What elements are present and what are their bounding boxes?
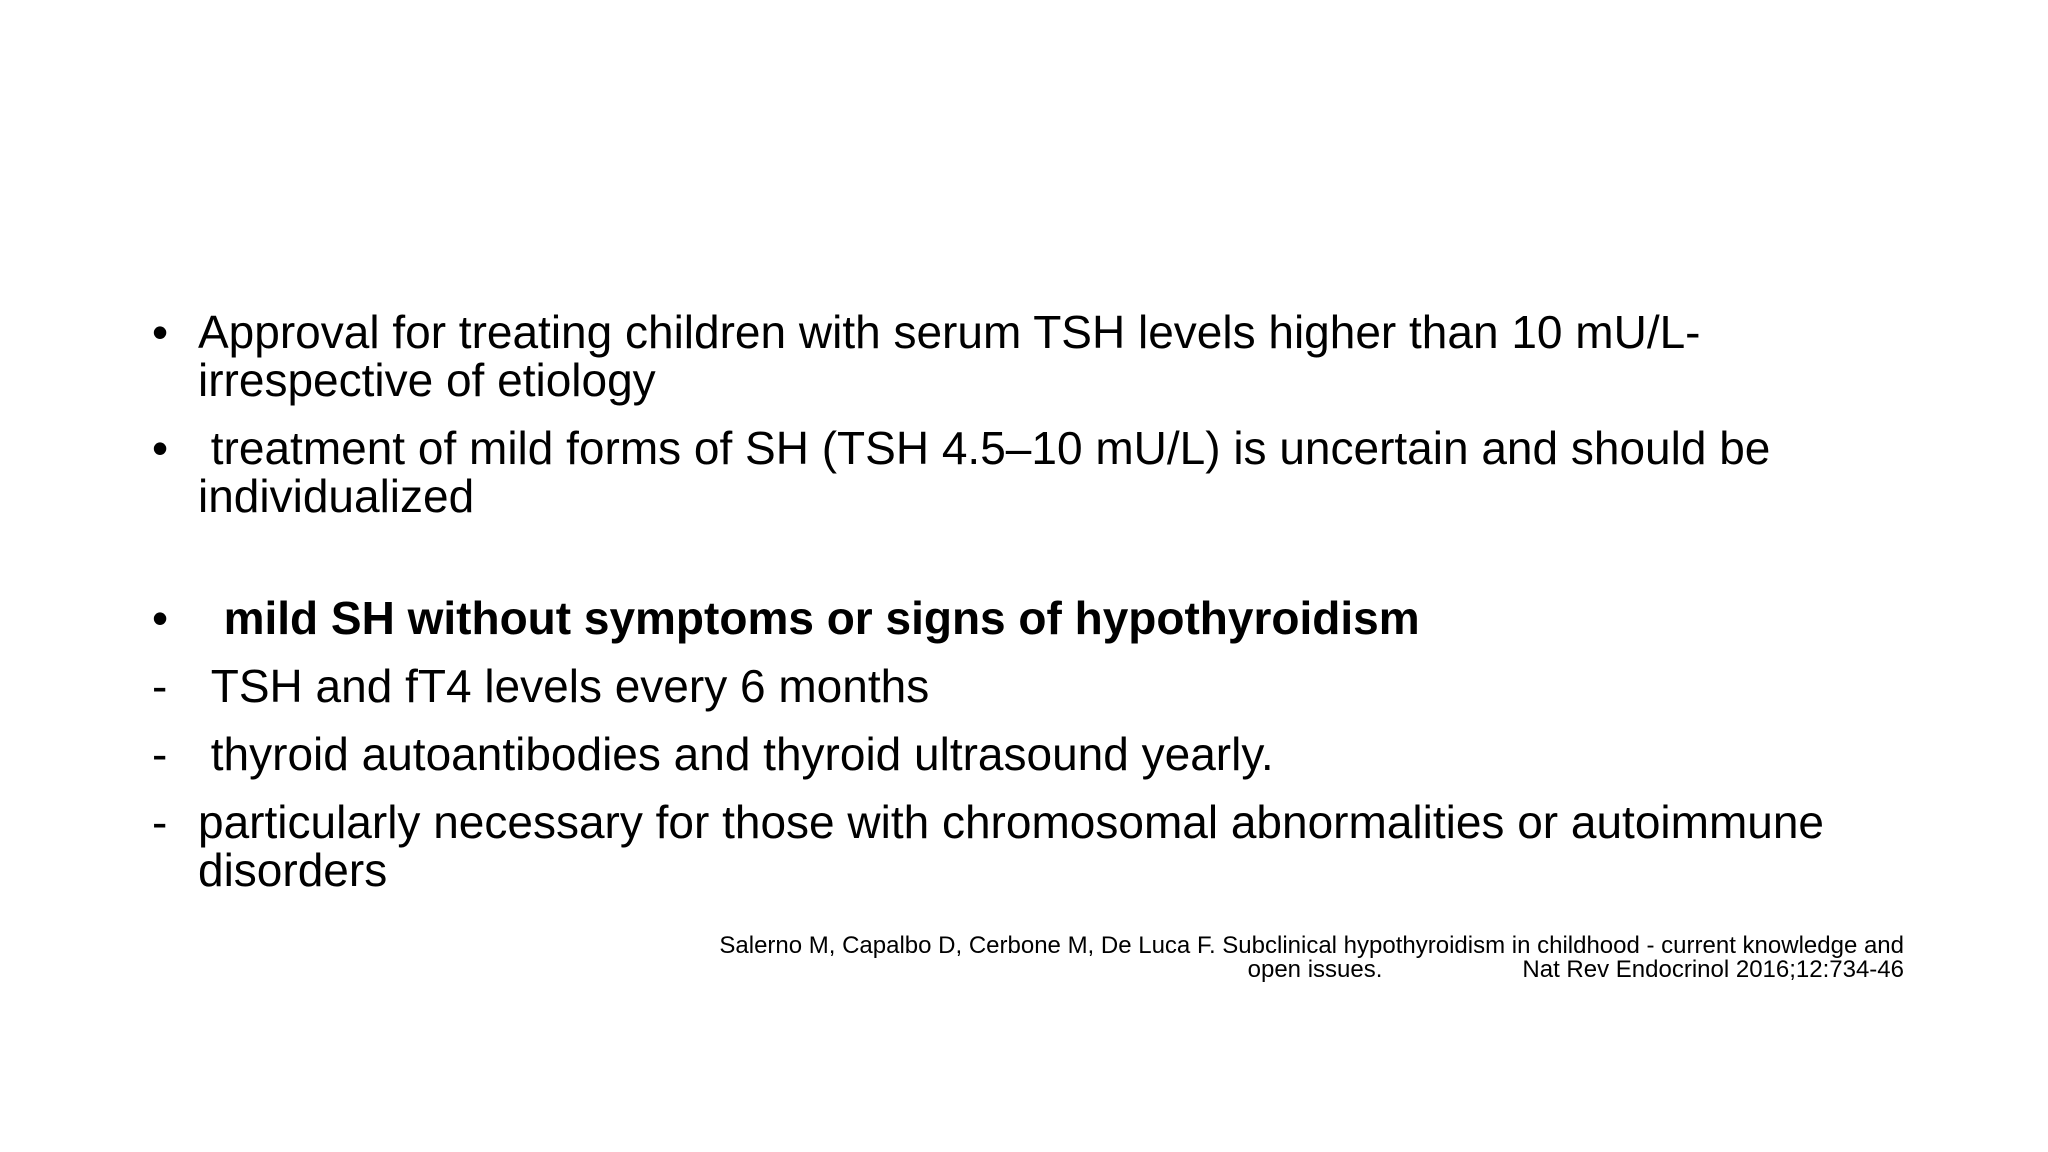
slide-content [152, 308, 1912, 914]
dash-item-tsh-ft4 [152, 662, 1912, 710]
bullet-item-approval [152, 308, 1912, 404]
citation-journal: Nat Rev Endocrinol 2016;12:734-46 [1522, 956, 1904, 983]
bullet-text: Approval for treating children with serum TSH levels higher than 10 mU/L- irrespective of etiology [198, 306, 1701, 406]
dash-text: TSH and fT4 levels every 6 months [198, 660, 930, 712]
dash-item-autoantibodies [152, 730, 1912, 778]
dash-marker: - [152, 728, 168, 780]
dash-marker: - [152, 796, 168, 848]
dash-text: thyroid autoantibodies and thyroid ultrasound yearly. [198, 728, 1274, 780]
citation-open-issues: open issues. [1247, 956, 1383, 983]
dash-marker: - [152, 660, 168, 712]
dash-item-chromosomal [152, 798, 1912, 894]
bullet-marker: • [152, 306, 169, 358]
citation-line-1: Salerno M, Capalbo D, Cerbone M, De Luca F. Subclinical hypothyroidism in childhood - current knowledge and [719, 932, 1904, 959]
citation-line-2 [604, 958, 1904, 982]
bullet-item-mild-sh-heading [152, 594, 1912, 642]
bullet-text: mild SH without symptoms or signs of hypothyroidism [198, 592, 1420, 644]
dash-text: particularly necessary for those with chromosomal abnormalities or autoimmune disorders [198, 796, 1825, 896]
bullet-marker: • [152, 422, 169, 474]
bullet-text: treatment of mild forms of SH (TSH 4.5–10 mU/L) is uncertain and should be individualized [198, 422, 1784, 522]
citation [604, 934, 1904, 982]
bullet-item-mild-treatment [152, 424, 1912, 520]
bullet-marker: • [152, 592, 169, 644]
spacer [152, 540, 1912, 594]
